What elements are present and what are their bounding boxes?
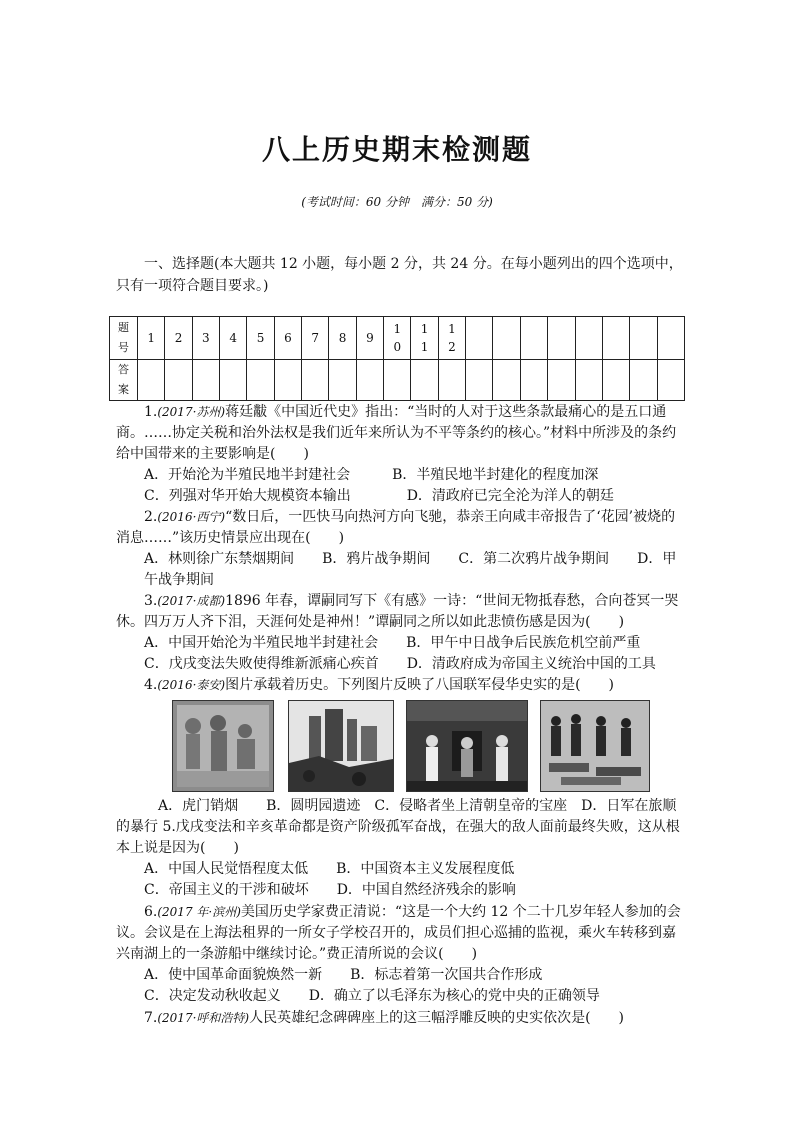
answer-cell[interactable] <box>192 360 219 401</box>
option-line: A．虎门销烟 B．圆明园遗迹 C．侵略者坐上清朝皇帝的宝座 D．日军在旅顺的暴行 5.戊戌变法和辛亥革命都是资产阶级孤军奋战，在强大的敌人面前最终失败，这从根本上说是因为( ) <box>116 798 680 856</box>
answer-cell[interactable] <box>438 360 465 401</box>
question-number-cell: 12 <box>448 322 456 354</box>
question-stem: 人民英雄纪念碑碑座上的这三幅浮雕反映的史实依次是( ) <box>249 1010 625 1026</box>
answer-cell[interactable] <box>274 360 301 401</box>
question-stem: 1896 年春，谭嗣同写下《有感》一诗：“世间无物抵春愁，合向苍冥一哭休。四万万人齐下泪，天涯何处是神州！”谭嗣同之所以如此悲愤伤感是因为( ) <box>116 593 679 630</box>
answer-cell[interactable] <box>575 360 602 401</box>
answer-table-answer-row <box>110 360 685 401</box>
row-label-number: 题号 <box>118 321 129 354</box>
question-number: 1. <box>144 404 158 420</box>
question-stem: “数日后，一匹快马向热河方向飞驰，恭亲王向咸丰帝报告了‘花园’被烧的消息……”该历史情景应出现在( ) <box>116 509 676 546</box>
question-source: (2016·西宁) <box>157 510 226 524</box>
answer-cell[interactable] <box>138 360 165 401</box>
exam-info: (考试时间：60 分钟 满分：50 分) <box>301 195 493 209</box>
row-label-answer: 答案 <box>118 363 129 396</box>
answer-cell[interactable] <box>302 360 329 401</box>
question-number-cell: 11 <box>420 322 429 354</box>
question-2 <box>116 507 686 591</box>
section-heading: 一、选择题(本大题共 12 小题，每小题 2 分，共 24 分。在每小题列出的四个选项中，只有一项符合题目要求。) <box>116 256 683 294</box>
option-line: A．中国人民觉悟程度太低 B．中国资本主义发展程度低 <box>144 861 515 877</box>
question-stem: 美国历史学家费正清说：“这是一个大约 12 个二十几岁年轻人参加的会议。会议是在上海法租界的一所女子学校召开的，成员们担心巡捕的监视，乘火车转移到嘉兴南湖上的一条游船中继续讨论。”费正清所说的会议( ) <box>116 904 681 962</box>
answer-cell[interactable] <box>630 360 657 401</box>
answer-cell[interactable] <box>657 360 684 401</box>
soldiers-image-icon <box>541 701 649 791</box>
question-number-cell: 3 <box>202 331 210 345</box>
answer-cell[interactable] <box>520 360 547 401</box>
answer-cell[interactable] <box>247 360 274 401</box>
question-number-cell: 1 <box>147 331 155 345</box>
option-line: A．中国开始沦为半殖民地半封建社会 B．甲午中日战争后民族危机空前严重 <box>144 635 641 651</box>
question-source: (2017·呼和浩特) <box>157 1011 250 1025</box>
question-number-cell: 10 <box>393 322 402 354</box>
question-number: 6. <box>144 904 158 920</box>
question-number: 2. <box>144 509 158 525</box>
answer-table <box>109 316 685 401</box>
question-number-cell: 9 <box>366 331 374 345</box>
answer-table-number-row <box>110 317 685 360</box>
relief-image-icon <box>173 701 273 791</box>
option-line: C．帝国主义的干涉和破坏 D．中国自然经济残余的影响 <box>144 882 516 898</box>
question-number-cell: 4 <box>229 331 238 345</box>
option-line: C．列强对华开始大规模资本输出 D．清政府已完全沦为洋人的朝廷 <box>144 488 614 504</box>
question-number: 3. <box>144 593 158 609</box>
question-number-cell: 8 <box>338 331 347 345</box>
answer-cell[interactable] <box>466 360 493 401</box>
answer-cell[interactable] <box>384 360 411 401</box>
answer-cell[interactable] <box>493 360 520 401</box>
photo-c-throne <box>406 700 528 792</box>
answer-cell[interactable] <box>165 360 192 401</box>
question-stem: 蒋廷黻《中国近代史》指出：“当时的人对于这些条款最痛心的是五口通商。……协定关税和治外法权是我们近年来所认为不平等条约的核心。”材料中所涉及的条约给中国带来的主要影响是( ) <box>116 404 677 462</box>
answer-cell[interactable] <box>329 360 356 401</box>
question-number-cell: 6 <box>284 331 292 345</box>
question-number-cell: 7 <box>311 331 320 345</box>
question-4-options <box>116 796 686 901</box>
answer-cell[interactable] <box>356 360 383 401</box>
answer-cell[interactable] <box>411 360 438 401</box>
question-number-cell: 2 <box>174 331 183 345</box>
question-3 <box>116 591 686 675</box>
question-source: (2016·泰安) <box>157 678 226 692</box>
answer-cell[interactable] <box>548 360 575 401</box>
question-number: 7. <box>144 1010 158 1026</box>
question-stem: 图片承载着历史。下列图片反映了八国联军侵华史实的是( ) <box>225 677 615 693</box>
throne-room-image-icon <box>407 701 527 791</box>
question-1 <box>116 402 686 507</box>
question-source: (2017 年·滨州) <box>157 905 241 919</box>
option-line: C．戊戌变法失败使得维新派痛心疾首 D．清政府成为帝国主义统治中国的工具 <box>144 656 656 672</box>
question-number-cell: 5 <box>256 331 265 345</box>
question-4 <box>116 675 686 696</box>
question-6 <box>116 902 686 1007</box>
answer-cell[interactable] <box>602 360 629 401</box>
option-line: C．决定发动秋收起义 D．确立了以毛泽东为核心的党中央的正确领导 <box>144 988 600 1004</box>
question-source: (2017·成都) <box>157 594 226 608</box>
option-line: A．开始沦为半殖民地半封建社会 B．半殖民地半封建化的程度加深 <box>144 467 599 483</box>
question-number: 4. <box>144 677 158 693</box>
ruins-image-icon <box>289 701 393 791</box>
page-title: 八上历史期末检测题 <box>261 133 532 166</box>
photo-a-relief <box>172 700 274 792</box>
question-7 <box>116 1008 686 1029</box>
answer-cell[interactable] <box>220 360 247 401</box>
question-4-photos <box>172 700 652 790</box>
option-line: A．使中国革命面貌焕然一新 B．标志着第一次国共合作形成 <box>144 967 543 983</box>
photo-d-soldiers <box>540 700 650 792</box>
question-source: (2017·苏州) <box>157 405 226 419</box>
photo-b-ruins <box>288 700 394 792</box>
option-line: A．林则徐广东禁烟期间 B．鸦片战争期间 C．第二次鸦片战争期间 D．甲午战争期间 <box>144 551 677 588</box>
